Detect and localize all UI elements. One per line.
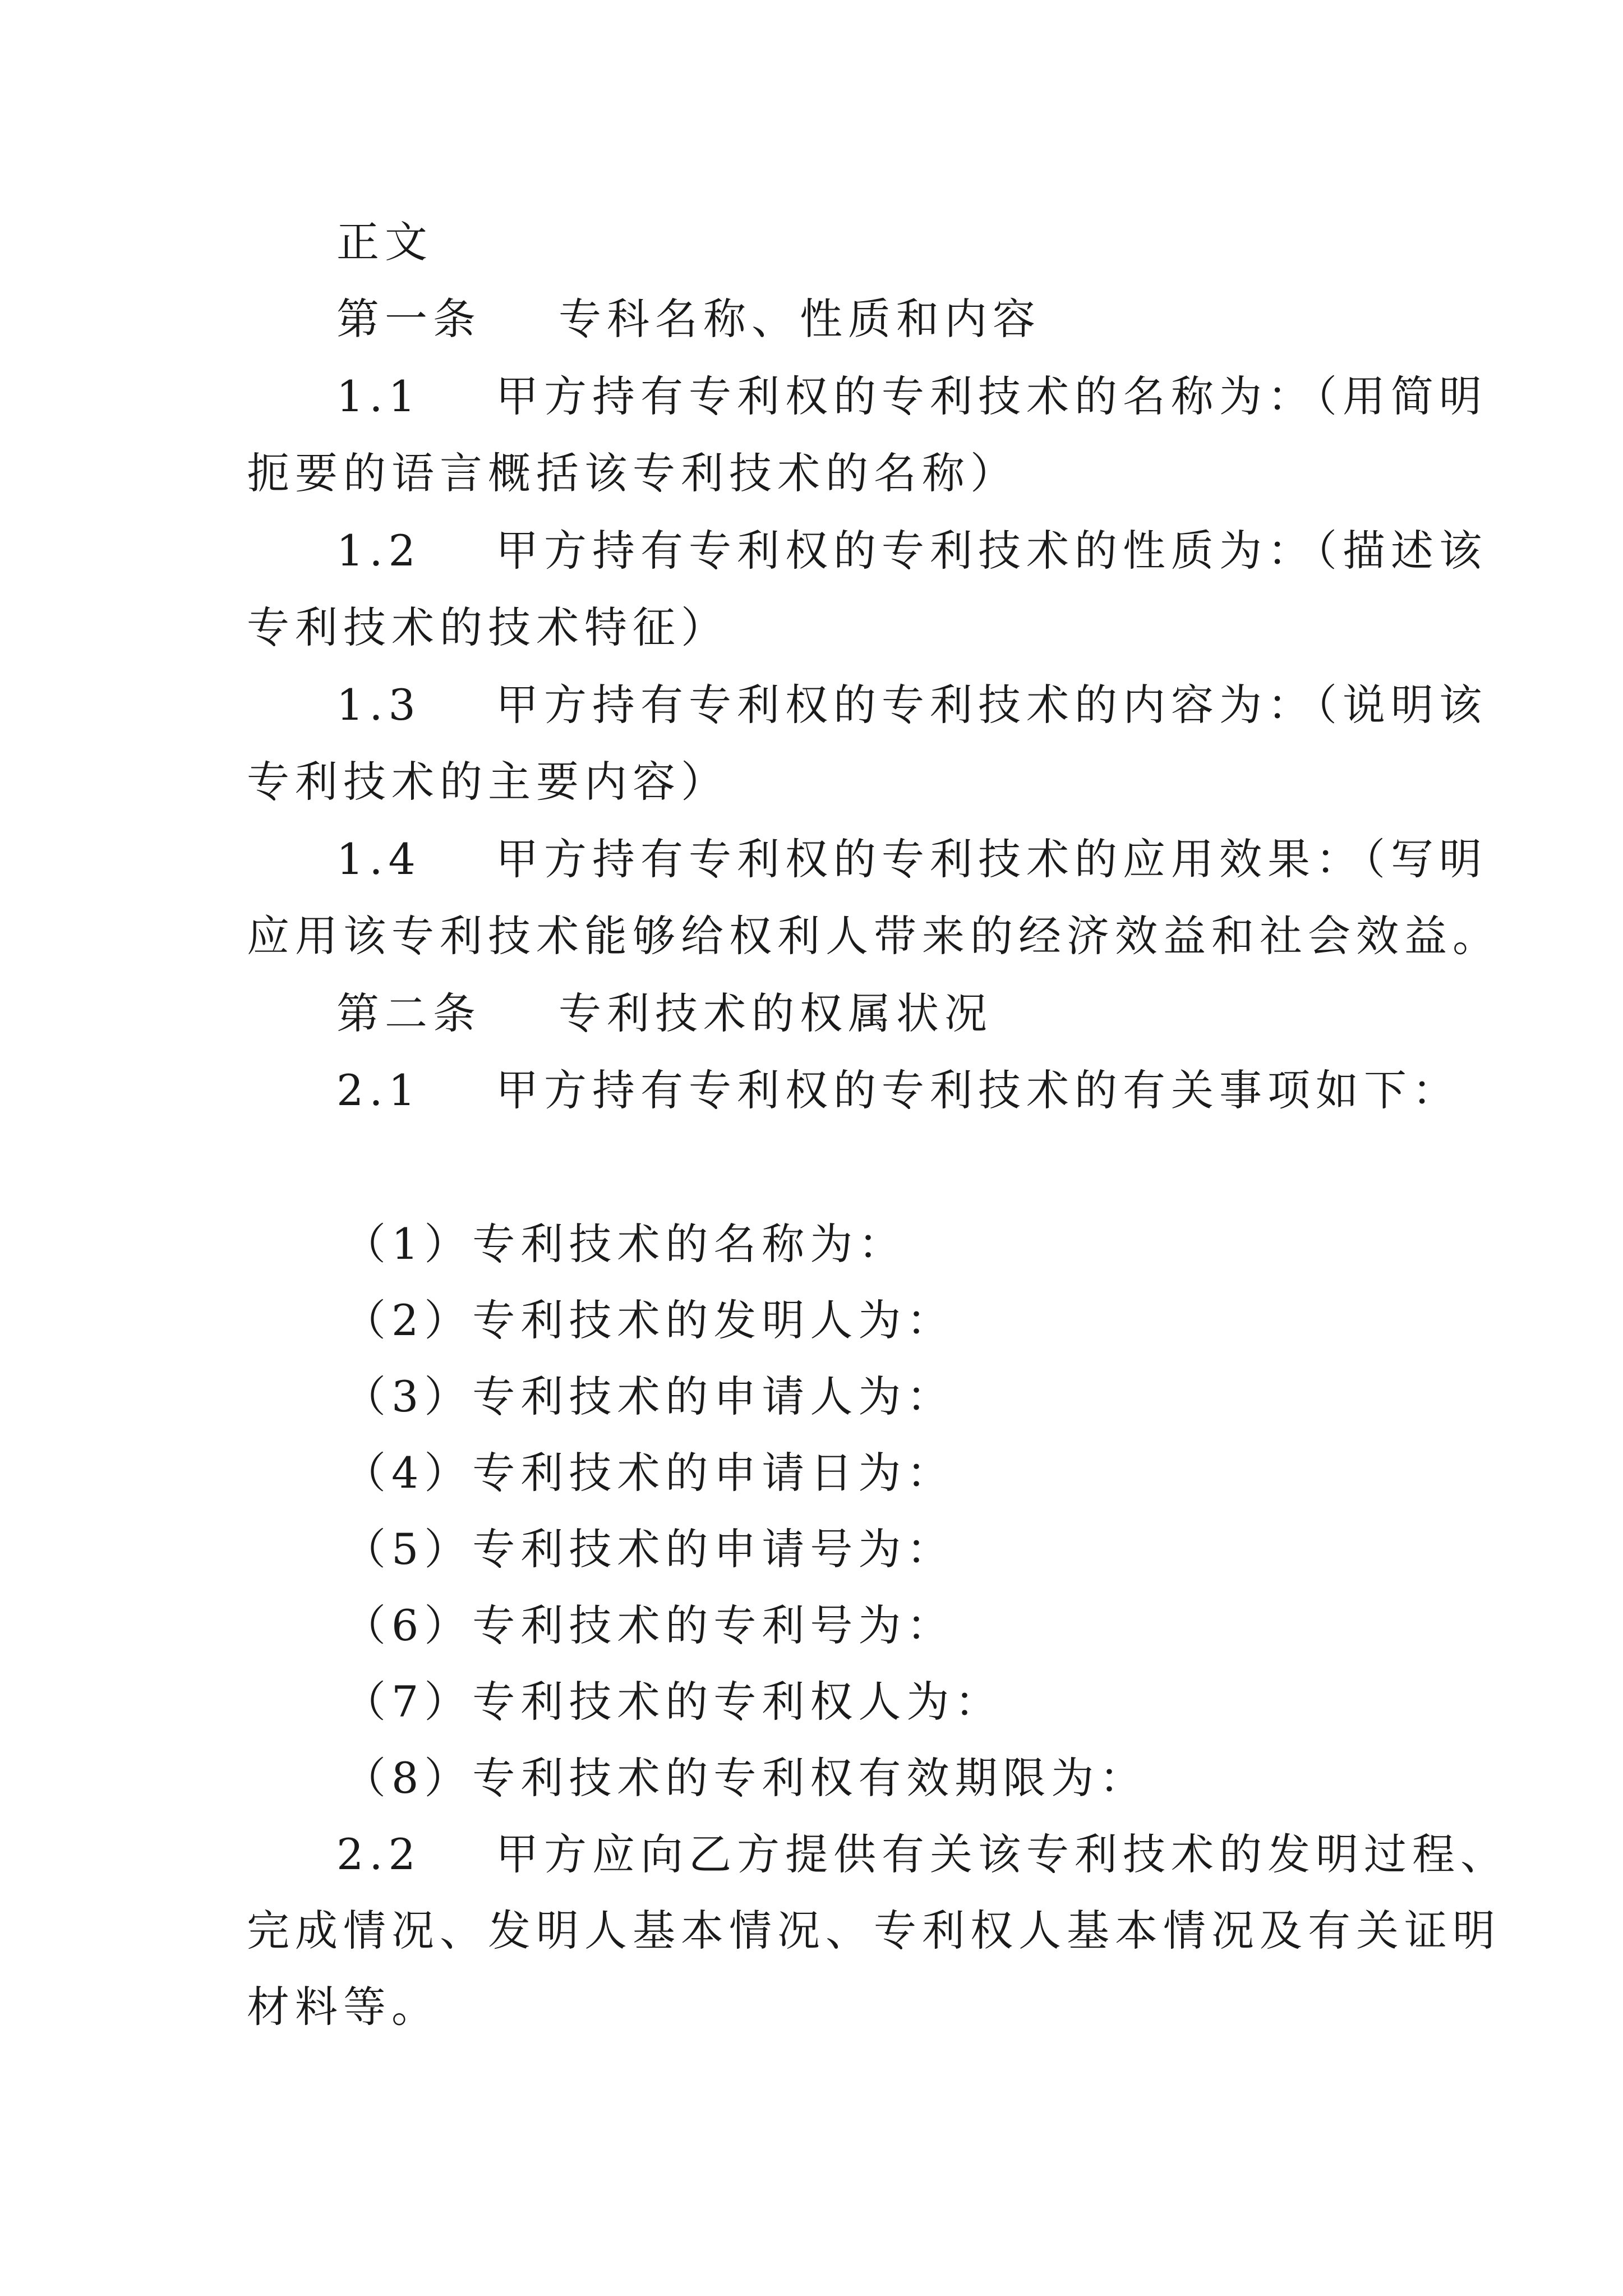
list-item: （3）专利技术的申请人为：: [343, 1372, 955, 1421]
list-item: （5）专利技术的申请号为：: [343, 1524, 955, 1574]
clause-1-2-text: 甲方持有专利权的专利技术的性质为：（描述该: [496, 526, 1487, 576]
clause-1-3: [336, 677, 1487, 733]
article-1-heading: [336, 291, 1041, 347]
list-item: （8）专利技术的专利权有效期限为：: [343, 1753, 1148, 1803]
clause-1-1-continuation: 扼要的语言概括该专利技术的名称）: [247, 448, 1018, 498]
clause-1-3-text: 甲方持有专利权的专利技术的内容为：（说明该: [496, 680, 1487, 730]
list-item: （1）专利技术的名称为：: [343, 1219, 907, 1269]
section-heading: 正文: [336, 217, 433, 267]
article-1-label: 第一条: [336, 294, 481, 344]
clause-2-1-number: 2.1: [336, 1065, 421, 1115]
list-item: （2）专利技术的发明人为：: [343, 1295, 955, 1345]
clause-1-3-number: 1.3: [336, 680, 421, 730]
clause-2-1: [336, 1062, 1460, 1119]
list-item: （6）专利技术的专利号为：: [343, 1600, 955, 1650]
clause-1-2-continuation: 专利技术的技术特征）: [247, 602, 729, 652]
article-2-title: 专利技术的权属状况: [559, 988, 993, 1038]
article-2-label: 第二条: [336, 988, 481, 1038]
clause-1-2-number: 1.2: [336, 526, 421, 576]
clause-2-1-text: 甲方持有专利权的专利技术的有关事项如下：: [496, 1065, 1460, 1115]
clause-1-4-number: 1.4: [336, 834, 421, 884]
clause-1-4-continuation: 应用该专利技术能够给权利人带来的经济效益和社会效益。: [247, 911, 1501, 961]
clause-1-3-continuation: 专利技术的主要内容）: [247, 757, 729, 807]
clause-1-1-text: 甲方持有专利权的专利技术的名称为：（用简明: [496, 371, 1487, 421]
list-item: （7）专利技术的专利权人为：: [343, 1677, 1003, 1727]
clause-2-2-text: 甲方应向乙方提供有关该专利技术的发明过程、: [496, 1829, 1509, 1879]
clause-1-4-text: 甲方持有专利权的专利技术的应用效果：（写明: [496, 834, 1487, 884]
clause-1-1-number: 1.1: [336, 371, 421, 421]
clause-1-2: [336, 523, 1487, 579]
article-2-heading: [336, 986, 993, 1042]
clause-2-2: [336, 1826, 1509, 1883]
clause-2-2-continuation: 完成情况、发明人基本情况、专利权人基本情况及有关证明: [247, 1906, 1501, 1955]
article-1-title: 专科名称、性质和内容: [559, 294, 1041, 344]
clause-1-1: [336, 369, 1487, 425]
clause-1-4: [336, 831, 1487, 887]
list-item: （4）专利技术的申请日为：: [343, 1448, 955, 1498]
clause-2-2-number: 2.2: [336, 1829, 421, 1879]
clause-2-2-continuation-end: 材料等。: [247, 1982, 440, 2032]
